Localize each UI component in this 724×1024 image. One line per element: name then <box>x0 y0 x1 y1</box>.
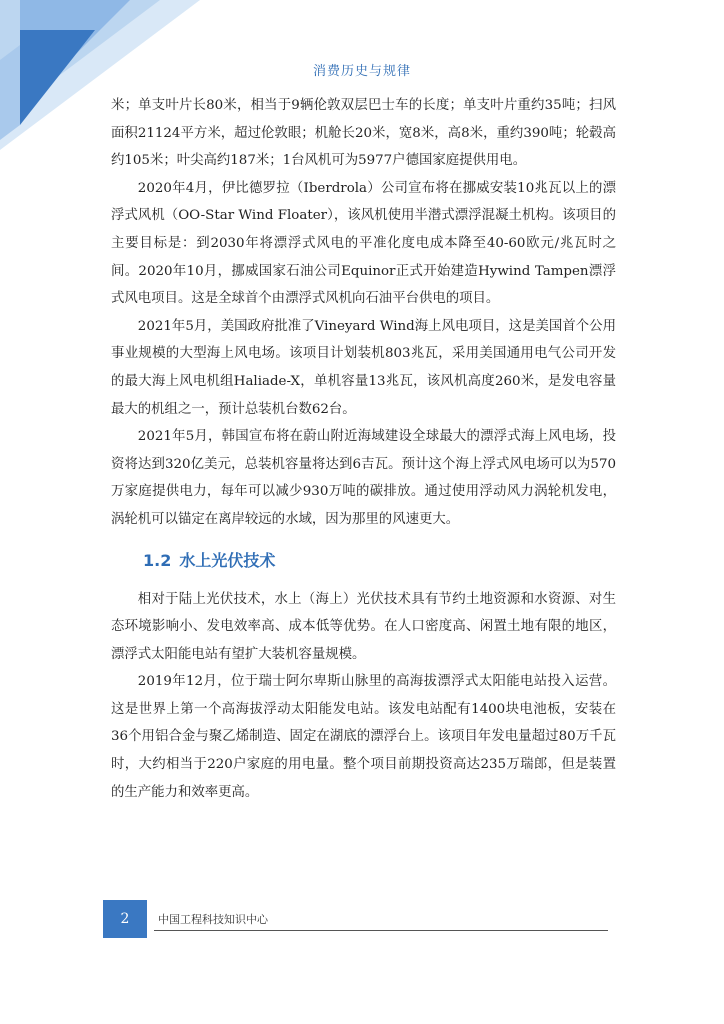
paragraph: 2019年12月，位于瑞士阿尔卑斯山脉里的高海拔漂浮式太阳能电站投入运营。这是世界上第一个高海拔浮动太阳能发电站。该发电站配有1400块电池板，安装在36个用铝合金与聚乙烯制造、固定在湖底的漂浮台上。该项目年发电量超过80万千瓦时，大约相当于220户家庭的用电量。整个项目前期投资高达235万瑞郎，但是装置的生产能力和效率更高。 <box>111 674 616 800</box>
running-header: 消费历史与规律 <box>312 64 411 79</box>
page-number: 2 <box>103 900 147 938</box>
paragraph: 2021年5月，美国政府批准了Vineyard Wind海上风电项目，这是美国首个公用事业规模的大型海上风电场。该项目计划装机803兆瓦，采用美国通用电气公司开发的最大海上风电机组Haliade-X，单机容量13兆瓦，该风机高度260米，是发电容量最大的机组之一，预计总装机台数62台。 <box>111 318 616 417</box>
paragraph: 相对于陆上光伏技术，水上（海上）光伏技术具有节约土地资源和水资源、对生态环境影响小、发电效率高、成本低等优势。在人口密度高、闲置土地有限的地区，漂浮式太阳能电站有望扩大装机容量规模。 <box>111 591 616 662</box>
paragraph-continued: 米；单支叶片长80米，相当于9辆伦敦双层巴士车的长度；单支叶片重约35吨；扫风面积21124平方米，超过伦敦眼；机舱长20米，宽8米，高8米，重约390吨；轮毂高约105米；叶尖高约187米；1台风机可为5977户德国家庭提供用电。 <box>111 98 616 169</box>
footer-divider <box>154 930 608 931</box>
document-body <box>111 92 616 806</box>
section-title: 水上光伏技术 <box>179 550 276 570</box>
paragraph: 2021年5月，韩国宣布将在蔚山附近海域建设全球最大的漂浮式海上风电场，投资将达到320亿美元，总装机容量将达到6吉瓦。预计这个海上浮式风电场可以为570万家庭提供电力，每年可以减少930万吨的碳排放。通过使用浮动风力涡轮机发电，涡轮机可以锚定在离岸较远的水域，因为那里的风速更大。 <box>111 429 616 527</box>
paragraph: 2020年4月，伊比德罗拉（Iberdrola）公司宣布将在挪威安装10兆瓦以上的漂浮式风机（OO-Star Wind Floater），该风机使用半潜式漂浮混凝土机构。该项目的主要目标是：到2030年将漂浮式风电的平准化度电成本降至40-60欧元/兆瓦时之间。2020年10月，挪威国家石油公司Equinor正式开始建造Hywind Tampen漂浮式风电项目。这是全球首个由漂浮式风机向石油平台供电的项目。 <box>111 180 616 307</box>
footer-organization: 中国工程科技知识中心 <box>158 913 268 926</box>
section-heading <box>111 548 616 574</box>
section-number: 1.2 <box>143 550 172 570</box>
